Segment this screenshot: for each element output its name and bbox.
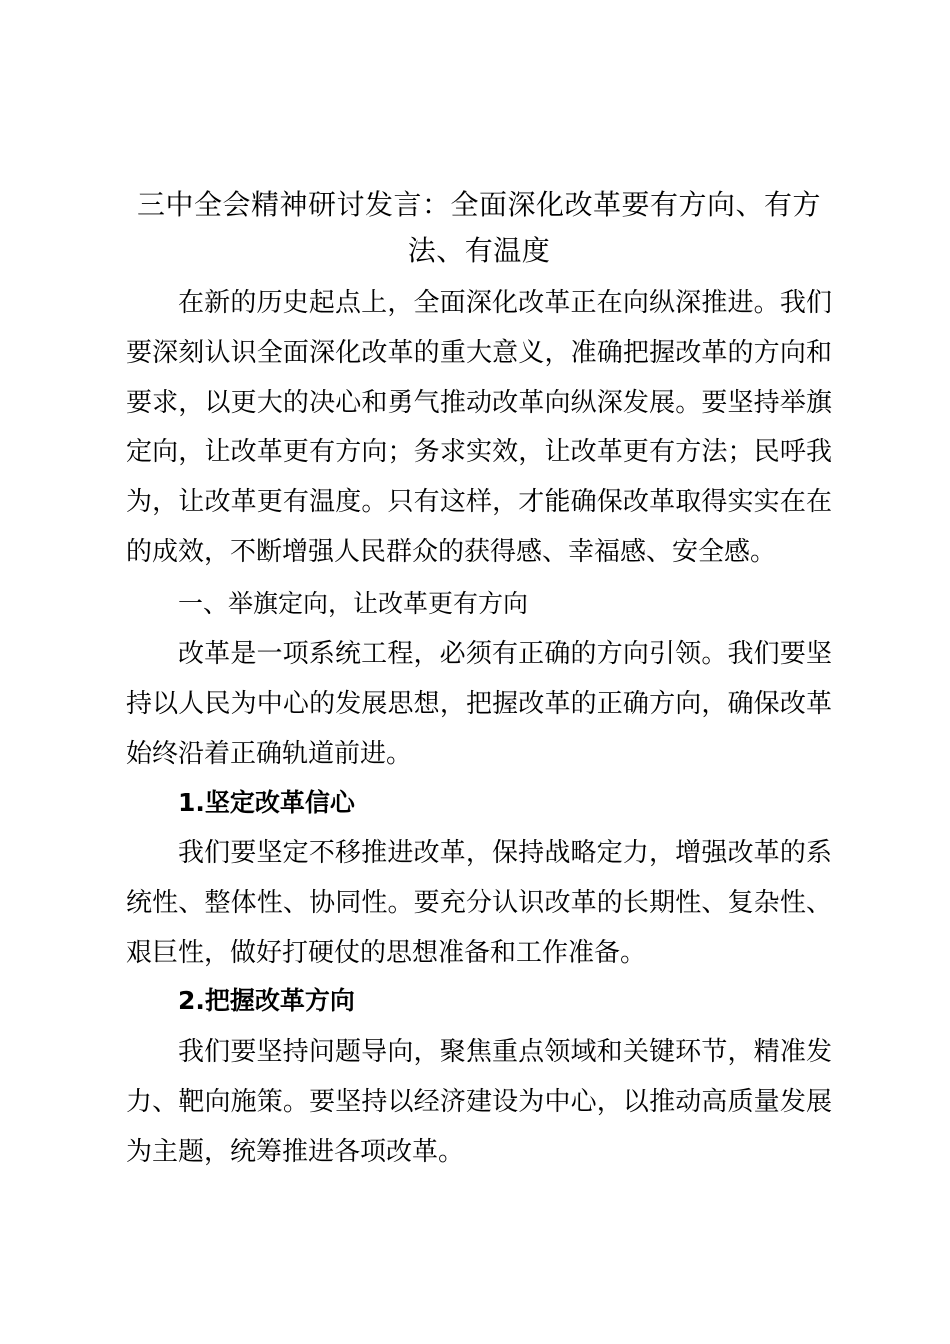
subsection-2-heading: 2.把握改革方向 <box>178 986 355 1015</box>
subsection-1-heading: 1.坚定改革信心 <box>178 788 355 817</box>
document-title: 三中全会精神研讨发言：全面深化改革要有方向、有方法、有温度 <box>136 188 821 267</box>
subsection-2-paragraph: 我们要坚持问题导向，聚焦重点领域和关键环节，精准发力、靶向施策。要坚持以经济建设为中心，以推动高质量发展为主题，统筹推进各项改革。 <box>126 1037 832 1167</box>
section-1-heading: 一、举旗定向，让改革更有方向 <box>178 589 529 618</box>
subsection-1-paragraph: 我们要坚定不移推进改革，保持战略定力，增强改革的系统性、整体性、协同性。要充分认识改革的长期性、复杂性、艰巨性，做好打硬仗的思想准备和工作准备。 <box>126 838 832 968</box>
section-1-paragraph: 改革是一项系统工程，必须有正确的方向引领。我们要坚持以人民为中心的发展思想，把握改革的正确方向，确保改革始终沿着正确轨道前进。 <box>126 639 832 769</box>
intro-paragraph: 在新的历史起点上，全面深化改革正在向纵深推进。我们要深刻认识全面深化改革的重大意义，准确把握改革的方向和要求，以更大的决心和勇气推动改革向纵深发展。要坚持举旗定向，让改革更有方向；务求实效，让改革更有方法；民呼我为，让改革更有温度。只有这样，才能确保改革取得实实在在的成效，不断增强人民群众的获得感、幸福感、安全感。 <box>126 288 832 567</box>
